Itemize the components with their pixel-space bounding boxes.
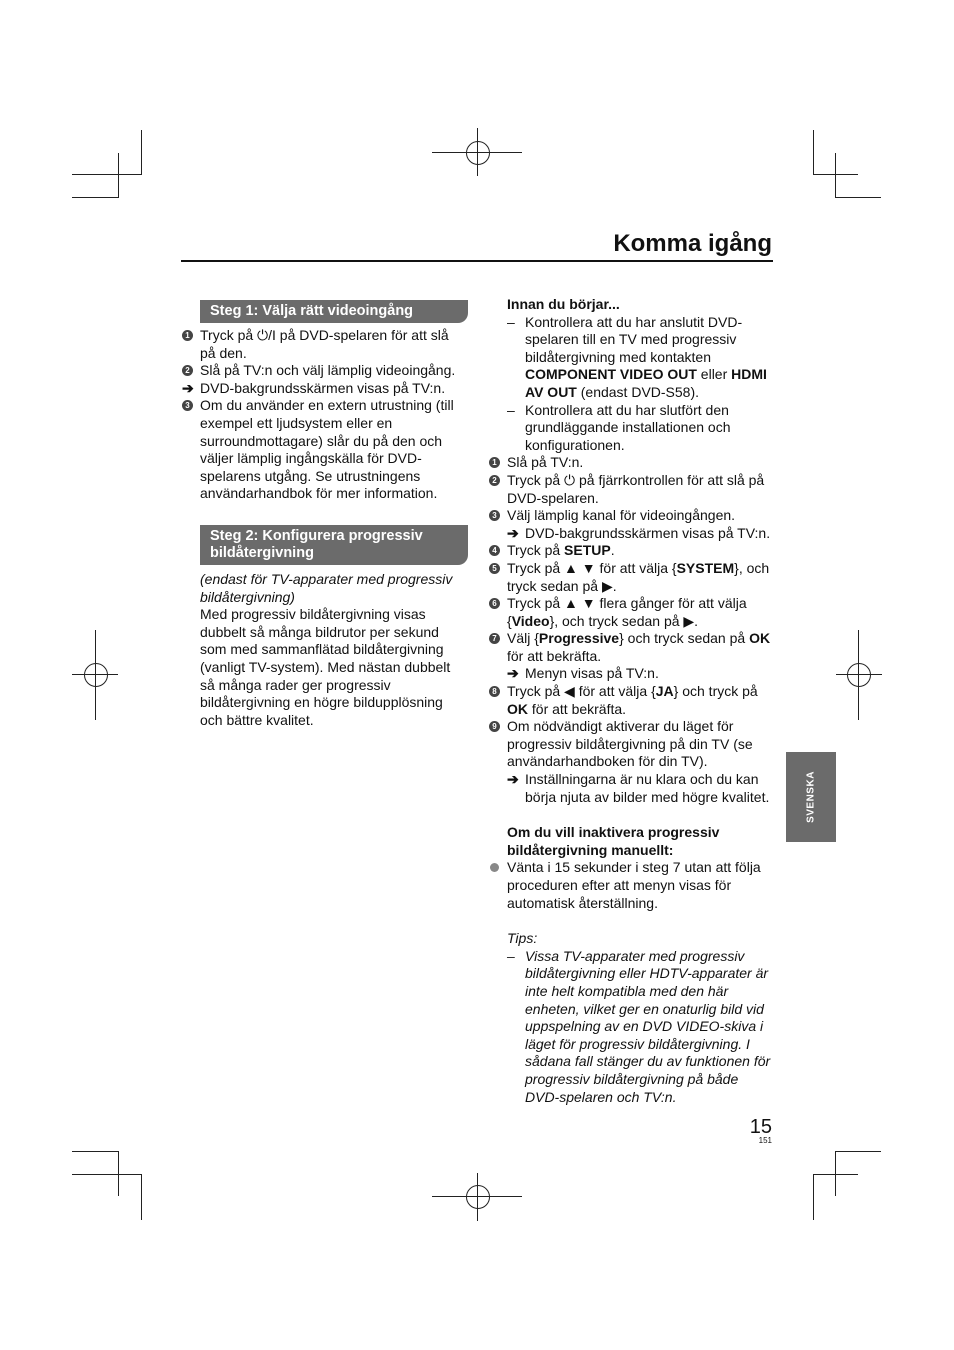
page-subnumber: 151	[758, 1136, 772, 1145]
before-heading: Innan du börjar...	[507, 296, 620, 312]
step2-body: Med progressiv bildåtergivning visas dubbelt så många bildrutor per sekund som med sammanflätad bildåtergivning (vanligt TV-system). Med nästan dubbelt så många rader ger progressiv bildåtergivning en högre bildupplösning och bättre kvalitet.	[200, 606, 451, 728]
left-column	[182, 300, 468, 729]
step2-note: (endast för TV-apparater med progressiv bildåtergivning)	[200, 570, 453, 605]
bullet-icon	[490, 863, 499, 872]
step-number-icon: 1	[489, 457, 500, 468]
step-2: 2 Tryck på ⏻ på fjärrkontrollen för att slå på DVD-spelaren.	[489, 472, 775, 507]
deactivate-heading: Om du vill inaktivera progressiv bildåtergivning manuellt:	[507, 824, 720, 858]
step-number-icon: 1	[182, 330, 193, 341]
arrow-right-icon: ➔	[507, 665, 519, 682]
step-number-icon: 4	[489, 545, 500, 556]
page-number: 15	[749, 1116, 772, 1138]
step1-item-1: 1 Tryck på ⏻/I på DVD-spelaren för att slå på den.	[182, 327, 468, 362]
tips-text: – Vissa TV-apparater med progressiv bildåtergivning eller HDTV-apparater är inte helt kompatibla med den här enheten, vilket ger en onaturlig bild vid uppspelning av en DVD VIDEO-skiva i läget för progressiv bildåtergivning. I sådana fall stänger du av funktionen för progressiv bildåtergivning på både DVD-spelaren och TV:n.	[507, 948, 775, 1106]
result-arrow-line: ➔ Inställningarna är nu klara och du kan börja njuta av bilder med högre kvalitet.	[507, 771, 770, 805]
step-number-icon: 6	[489, 598, 500, 609]
arrow-right-icon: ➔	[182, 379, 194, 396]
tips-label: Tips:	[507, 930, 538, 947]
prerequisite-2: – Kontrollera att du har slutfört den grundläggande installationen och konfigurationen.	[507, 402, 775, 455]
step-4: 4 Tryck på SETUP.	[489, 542, 775, 560]
step-3: 3 Välj lämplig kanal för videoingången. ➔ DVD-bakgrundsskärmen visas på TV:n.	[489, 507, 775, 542]
arrow-right-icon: ➔	[507, 771, 519, 788]
result-arrow-line: ➔ DVD-bakgrundsskärmen visas på TV:n.	[182, 379, 446, 396]
step1-header: Steg 1: Välja rätt videoingång	[200, 300, 468, 323]
step-number-icon: 2	[182, 365, 193, 376]
step-number-icon: 5	[489, 563, 500, 574]
title-rule	[181, 260, 773, 262]
step2-header: Steg 2: Konfigurera progressiv bildåtergivning	[200, 525, 468, 565]
result-arrow-line: ➔ DVD-bakgrundsskärmen visas på TV:n.	[507, 524, 771, 541]
step-number-icon: 9	[489, 721, 500, 732]
language-side-tab: SVENSKA	[786, 752, 836, 842]
step-6: 6 Tryck på ▲ ▼ flera gånger för att välja {Video}, och tryck sedan på ▶.	[489, 595, 775, 630]
step-5: 5 Tryck på ▲ ▼ för att välja {SYSTEM}, och tryck sedan på ▶.	[489, 560, 775, 595]
page-title: Komma igång	[613, 230, 772, 257]
step-1: 1 Slå på TV:n.	[489, 454, 775, 472]
step1-item-3: 3 Om du använder en extern utrustning (till exempel ett ljudsystem eller en surroundmottagare) slår du på den och väljer lämplig ingångskälla för DVD-spelarens utgång. Se utrustningens användarhandbok för mer information.	[182, 397, 468, 503]
result-arrow-line: ➔ Menyn visas på TV:n.	[507, 665, 659, 682]
step-7: 7 Välj {Progressive} och tryck sedan på OK för att bekräfta. ➔ Menyn visas på TV:n.	[489, 630, 775, 683]
step-number-icon: 3	[489, 510, 500, 521]
step-number-icon: 3	[182, 400, 193, 411]
step-number-icon: 7	[489, 633, 500, 644]
step-8: 8 Tryck på ◀ för att välja {JA} och tryck på OK för att bekräfta.	[489, 683, 775, 718]
step-number-icon: 8	[489, 686, 500, 697]
arrow-right-icon: ➔	[507, 524, 519, 541]
step-9: 9 Om nödvändigt aktiverar du läget för progressiv bildåtergivning på din TV (se användarhandboken för din TV). ➔ Inställningarna är nu klara och du kan börja njuta av bilder med högre kvalitet.	[489, 718, 775, 806]
prerequisite-1: – Kontrollera att du har anslutit DVD-spelaren till en TV med progressiv bildåtergivning med kontakten COMPONENT VIDEO OUT eller HDMI AV OUT (endast DVD-S58).	[507, 314, 775, 402]
deactivate-bullet: Vänta i 15 sekunder i steg 7 utan att följa proceduren efter att menyn visas för automatisk återställning.	[489, 859, 775, 912]
step-number-icon: 2	[489, 475, 500, 486]
right-column	[489, 296, 775, 1106]
step1-item-2: 2 Slå på TV:n och välj lämplig videoingång. ➔ DVD-bakgrundsskärmen visas på TV:n.	[182, 362, 468, 397]
